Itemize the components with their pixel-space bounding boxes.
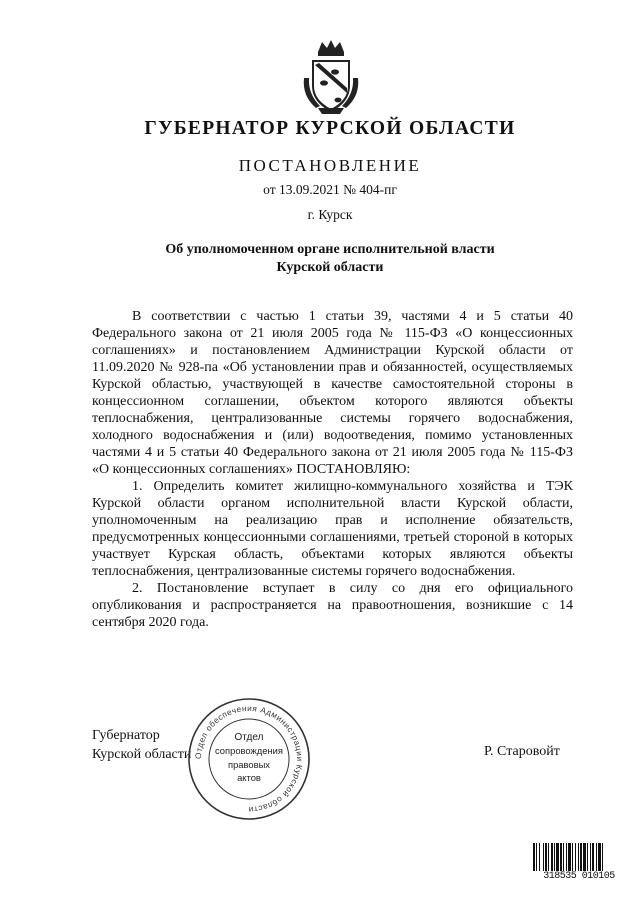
barcode-bar [596,843,597,871]
barcode-bar [543,843,544,871]
document-subject [0,241,640,277]
barcode-bar [578,843,579,871]
barcode-bar [587,843,588,871]
barcode-bar [551,843,553,871]
governor-title: ГУБЕРНАТОР КУРСКОЙ ОБЛАСТИ [144,118,516,139]
barcode-bar [580,843,582,871]
signer-position [92,726,191,764]
item-2-paragraph: 2. Постановление вступает в силу со дня его официального опубликования и распространяется на правоотношения, возникшие с 14 сентября 2020 года. [92,581,573,630]
coat-of-arms-icon [300,38,362,118]
barcode-bar [572,843,573,871]
barcode-bar [536,843,537,871]
barcode-bar [568,843,571,871]
barcode-bar [554,843,555,871]
stamp-ring-text: Отдел обеспечения Администрации Курской области [193,703,305,815]
barcode-number: 318535 010105 [543,871,615,882]
stamp-line-3: правовых [228,759,270,770]
document-type: ПОСТАНОВЛЕНИЕ [238,156,422,175]
preamble-paragraph: В соответствии с частью 1 статьи 39, частями 4 и 5 статьи 40 Федерального закона от 21 июля 2005 года № 115-ФЗ «О концессионных соглашениях» и постановлением Администрации Курской области от 11.09.2020 № 928-па «Об установлении прав и обязанностей, осуществляемых Курской областью, участвующей в качестве самостоятельной стороны в концессионном соглашении, объектом которого являются объекты теплоснабжения, централизованные системы горячего водоснабжения, холодного водоснабжения и (или) водоотведения, помимо установленных частями 4 и 5 статьи 40 Федерального закона от 21 июля 2005 года № 115-ФЗ «О концессионных соглашениях» ПОСТАНОВЛЯЮ: [92,309,573,477]
barcode [533,843,625,871]
barcode-bar [533,843,535,871]
barcode-bar [575,843,576,871]
official-stamp [186,696,312,822]
stamp-line-4: актов [237,772,261,783]
barcode-bar [539,843,540,871]
barcode-bar [566,843,567,871]
subject-line-2: Курской области [276,260,384,275]
document-city: г. Курск [307,207,353,222]
barcode-bar [590,843,591,871]
barcode-bar [592,843,594,871]
stamp-line-2: сопровождения [215,745,283,756]
signer-position-line-1: Губернатор [92,728,160,743]
signer-name: Р. Старовойт [484,744,560,759]
barcode-bar [563,843,564,871]
document-date-number: от 13.09.2021 № 404-пг [263,182,397,197]
barcode-bar [583,843,586,871]
document-body [92,308,573,631]
stamp-line-1: Отдел [234,732,264,743]
item-1-paragraph: 1. Определить комитет жилищно-коммунального хозяйства и ТЭК Курской области органом исполнительной власти Курской области, уполномоченным на реализацию прав и исполнение обязательств, предусмотренных концессионными соглашениями, третьей стороной в которых участвует Курская область, объектами которых являются объекты теплоснабжения, централизованные системы горячего водоснабжения. [92,479,573,579]
subject-line-1: Об уполномоченном органе исполнительной власти [165,242,495,257]
barcode-bar [602,843,603,871]
barcode-bar [545,843,547,871]
barcode-bar [556,843,559,871]
barcode-bar [560,843,562,871]
barcode-bar [548,843,549,871]
barcode-bar [598,843,601,871]
signer-position-line-2: Курской области [92,747,192,762]
